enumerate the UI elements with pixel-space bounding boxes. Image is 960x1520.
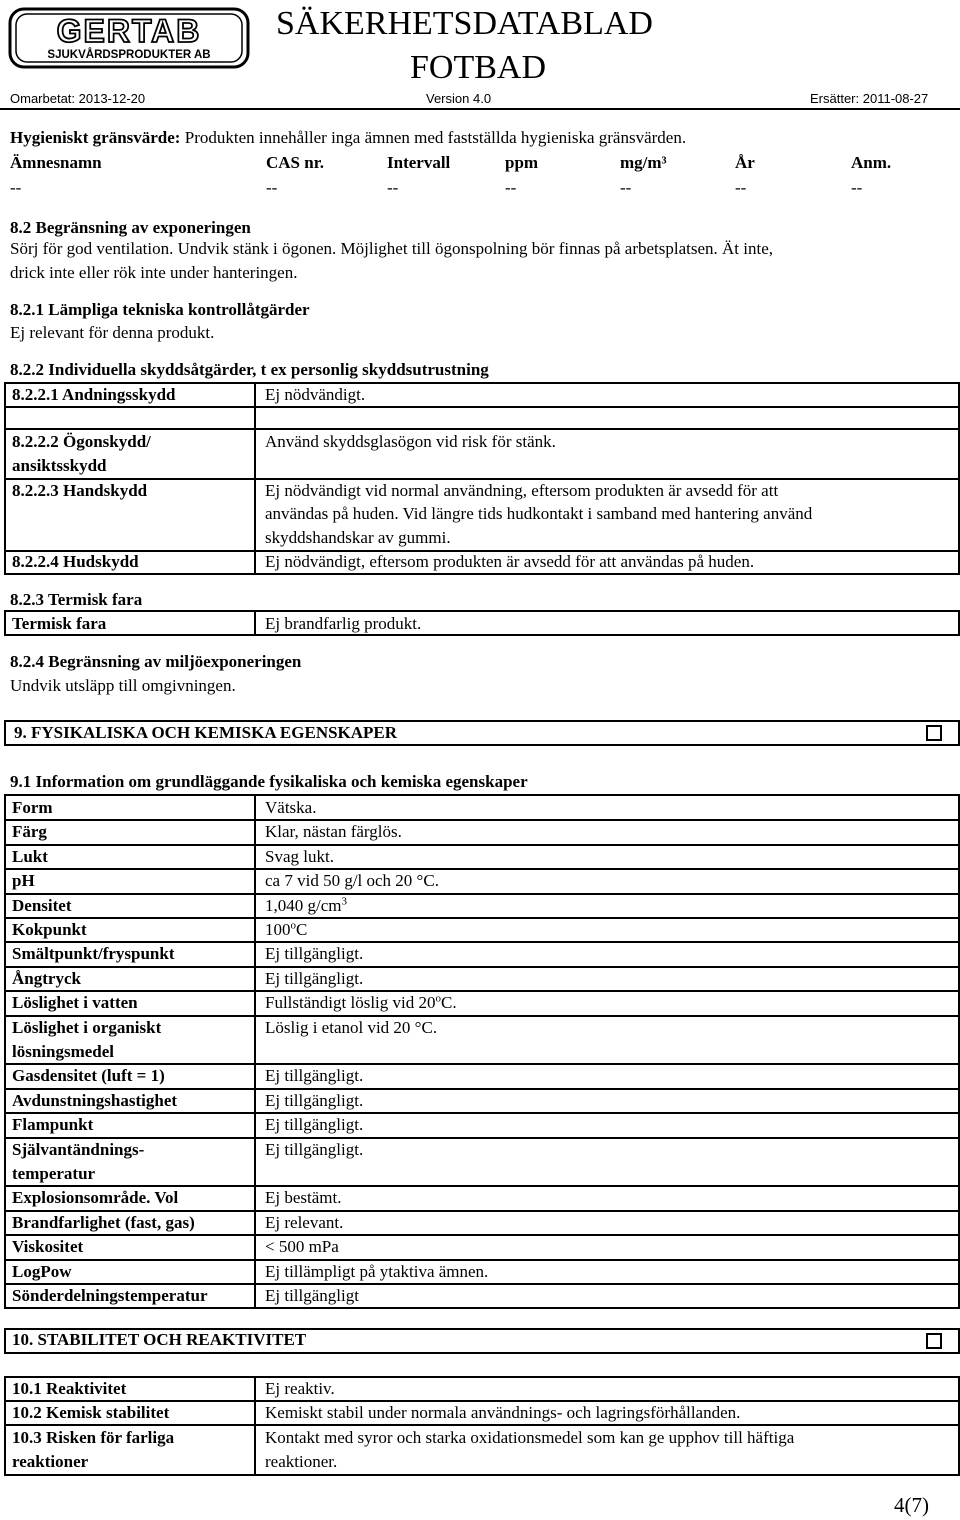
- property-label-line: Självantändnings-: [12, 1139, 145, 1159]
- property-value: [265, 919, 307, 941]
- value-text: Ej relevant.: [265, 1212, 344, 1232]
- section-8-2-1-text: Ej relevant för denna produkt.: [10, 323, 215, 342]
- value-text: Ej bestämt.: [265, 1188, 342, 1208]
- value-text: 100: [265, 920, 291, 939]
- hygiene-table-header: [0, 152, 960, 174]
- section-8-2-1-heading: 8.2.1 Lämpliga tekniska kontrollåtgärder: [10, 300, 310, 319]
- row-divider: [4, 1112, 960, 1114]
- row-divider: [4, 990, 960, 992]
- cell: --: [266, 178, 278, 197]
- property-label: pH: [12, 871, 35, 891]
- row-divider: [4, 868, 960, 870]
- property-value: [265, 797, 316, 819]
- property-label: Sönderdelningstemperatur: [12, 1286, 208, 1305]
- hygiene-text: Produkten innehåller inga ämnen med fastställda hygieniska gränsvärden.: [184, 128, 687, 147]
- property-value: [265, 992, 457, 1014]
- value-text: < 500 mPa: [265, 1237, 339, 1257]
- hazardous-reactions-label: 10.3 Risken för farliga: [12, 1428, 175, 1447]
- value-text: Ej tillämpligt på ytaktiva ämnen.: [265, 1261, 489, 1281]
- ppe-label-respiratory: 8.2.2.1 Andningsskydd: [12, 385, 176, 404]
- property-label: Avdunstningshastighet: [12, 1090, 178, 1110]
- section-10-heading: 10. STABILITET OCH REAKTIVITET: [12, 1330, 307, 1349]
- stability-table: [4, 1376, 960, 1476]
- property-value: [265, 1139, 363, 1161]
- hygiene-table-row: [0, 177, 960, 199]
- ppe-label-hand: 8.2.2.3 Handskydd: [12, 481, 148, 500]
- property-value: [265, 1017, 437, 1039]
- value-text: ca 7 vid 50 g/l och 20 °C.: [265, 871, 439, 891]
- stability-value: Kemiskt stabil under normala användnings- och lagringsförhållanden.: [265, 1403, 741, 1422]
- property-value: [265, 1236, 339, 1258]
- row-divider: [4, 844, 960, 846]
- col-cas: CAS nr.: [266, 153, 324, 172]
- value-text: Vätska.: [265, 798, 317, 817]
- property-label-line: temperatur: [12, 1163, 96, 1183]
- row-divider: [4, 893, 960, 895]
- cell: --: [10, 178, 22, 197]
- reactivity-label: 10.1 Reaktivitet: [12, 1379, 127, 1398]
- hazardous-reactions-value: reaktioner.: [265, 1452, 338, 1471]
- section-8-2-text: drick inte eller rök inte under hanteringen.: [10, 263, 298, 282]
- value-text: Ej tillgängligt.: [265, 1090, 364, 1110]
- row-divider: [4, 1137, 960, 1139]
- property-value: [265, 1065, 363, 1087]
- value-text: Ej tillgängligt: [265, 1286, 359, 1305]
- value-text: Fullständigt löslig vid 20: [265, 993, 436, 1013]
- property-label: Viskositet: [12, 1237, 84, 1257]
- checkbox-icon: [926, 725, 942, 741]
- property-label: Ångtryck: [12, 968, 81, 988]
- row-divider: [4, 1234, 960, 1236]
- ppe-value-hand: Ej nödvändigt vid normal användning, eftersom produkten är avsedd för att: [265, 481, 779, 500]
- page-number: 4(7): [894, 1493, 929, 1517]
- section-8-2-4-heading: 8.2.4 Begränsning av miljöexponeringen: [10, 652, 302, 671]
- section-8-2-heading: 8.2 Begränsning av exponeringen: [10, 218, 251, 237]
- section-8-2-text: Sörj för god ventilation. Undvik stänk i ögonen. Möjlighet till ögonspolning bör finnas på arbetsplatsen. Ät inte,: [10, 239, 774, 258]
- replaces-date: Ersätter: 2011-08-27: [810, 91, 929, 106]
- thermal-divider: [254, 610, 256, 636]
- ppe-value-hand: skyddshandskar av gummi.: [265, 528, 451, 547]
- value-superscript: o: [290, 919, 296, 932]
- value-text: 1,040 g/cm: [265, 895, 342, 915]
- property-value: [265, 1212, 343, 1234]
- property-value: [265, 1261, 488, 1283]
- property-label: Densitet: [12, 895, 72, 915]
- property-label: LogPow: [12, 1261, 72, 1281]
- ppe-label-eye: ansiktsskydd: [12, 456, 107, 475]
- property-value: [265, 943, 363, 965]
- product-name: FOTBAD: [410, 49, 547, 86]
- section-9-1-heading: 9.1 Information om grundläggande fysikaliska och kemiska egenskaper: [10, 772, 528, 791]
- value-text: Ej tillgängligt.: [265, 1066, 364, 1086]
- row-divider: [4, 1424, 960, 1426]
- property-label: Färg: [12, 822, 47, 842]
- row-divider: [4, 428, 960, 430]
- hazardous-reactions-label: reaktioner: [12, 1452, 89, 1471]
- section-8-2-2-heading: 8.2.2 Individuella skyddsåtgärder, t ex personlig skyddsutrustning: [10, 360, 489, 379]
- value-text: Klar, nästan färglös.: [265, 822, 402, 842]
- thermal-label: Termisk fara: [12, 614, 107, 633]
- property-label: Smältpunkt/fryspunkt: [12, 944, 175, 964]
- property-value: [265, 1187, 341, 1209]
- checkbox-icon: [926, 1333, 942, 1349]
- property-value: [265, 870, 439, 892]
- property-label: Gasdensitet (luft = 1): [12, 1066, 165, 1086]
- ppe-value-hand: användas på huden. Vid längre tids hudkontakt i samband med hantering använd: [265, 504, 813, 523]
- hygiene-line: [10, 127, 686, 149]
- properties-divider: [254, 794, 256, 1309]
- property-label: Flampunkt: [12, 1115, 94, 1135]
- row-divider: [4, 966, 960, 968]
- cell: --: [505, 178, 517, 197]
- property-label: [12, 1017, 161, 1063]
- ppe-label-eye: 8.2.2.2 Ögonskydd/: [12, 432, 151, 451]
- property-label: Lukt: [12, 846, 48, 866]
- value-text: Svag lukt.: [265, 846, 334, 866]
- cell: --: [851, 178, 863, 197]
- col-substance: Ämnesnamn: [10, 153, 102, 172]
- row-divider: [4, 819, 960, 821]
- company-logo: [4, 6, 250, 70]
- header-rule: [0, 108, 960, 110]
- value-text: Löslig i etanol vid 20 °C.: [265, 1017, 438, 1037]
- ppe-value-skin: Ej nödvändigt, eftersom produkten är avsedd för att användas på huden.: [265, 552, 755, 571]
- property-label: Brandfarlighet (fast, gas): [12, 1212, 195, 1232]
- row-divider: [4, 406, 960, 408]
- stability-divider: [254, 1376, 256, 1476]
- property-value: [265, 846, 334, 868]
- cell: --: [735, 178, 747, 197]
- thermal-table: [4, 610, 960, 636]
- property-label-line: lösningsmedel: [12, 1041, 115, 1061]
- value-text: Ej tillgängligt.: [265, 968, 364, 988]
- property-label: [12, 1139, 144, 1185]
- value-text: Ej tillgängligt.: [265, 1115, 364, 1135]
- property-value: [265, 1285, 359, 1307]
- section-9-heading: 9. FYSIKALISKA OCH KEMISKA EGENSKAPER: [14, 723, 398, 742]
- hazardous-reactions-value: Kontakt med syror och starka oxidationsmedel som kan ge upphov till häftiga: [265, 1428, 795, 1447]
- property-label: Explosionsområde. Vol: [12, 1188, 179, 1208]
- value-text: Ej tillgängligt.: [265, 944, 364, 964]
- property-value: [265, 1114, 363, 1136]
- cell: --: [387, 178, 399, 197]
- document-title: SÄKERHETSDATABLAD: [276, 5, 653, 42]
- ppe-value-eye: Använd skyddsglasögon vid risk för stänk.: [265, 432, 556, 451]
- ppe-value-respiratory: Ej nödvändigt.: [265, 385, 366, 404]
- property-value: [265, 895, 347, 917]
- property-label: Löslighet i vatten: [12, 993, 138, 1013]
- col-ppm: ppm: [505, 153, 539, 172]
- section-8-2-3-heading: 8.2.3 Termisk fara: [10, 590, 143, 609]
- hygiene-label: Hygieniskt gränsvärde:: [10, 128, 181, 147]
- property-value: [265, 1090, 363, 1112]
- property-value: [265, 821, 402, 843]
- stability-label: 10.2 Kemisk stabilitet: [12, 1403, 170, 1422]
- reactivity-value: Ej reaktiv.: [265, 1379, 335, 1398]
- value-superscript: 3: [341, 894, 347, 907]
- property-label: Form: [12, 798, 53, 817]
- logo-wordmark: GERTAB: [56, 13, 202, 49]
- col-year: År: [735, 153, 755, 172]
- col-mgm3: mg/m³: [620, 153, 667, 172]
- col-interval: Intervall: [387, 153, 451, 172]
- property-label: Kokpunkt: [12, 920, 87, 939]
- ppe-label-skin: 8.2.2.4 Hudskydd: [12, 552, 139, 571]
- revised-date: Omarbetat: 2013-12-20: [10, 91, 146, 106]
- cell: --: [620, 178, 632, 197]
- property-value: [265, 968, 363, 990]
- value-text: Ej tillgängligt.: [265, 1139, 364, 1159]
- value-superscript: o: [435, 992, 441, 1005]
- value-text: C.: [441, 993, 457, 1013]
- row-divider: [4, 917, 960, 919]
- thermal-value: Ej brandfarlig produkt.: [265, 614, 422, 633]
- value-text: C: [296, 920, 308, 939]
- logo-subtitle: SJUKVÅRDSPRODUKTER AB: [47, 49, 211, 61]
- property-label-line: Löslighet i organiskt: [12, 1017, 162, 1037]
- version-label: Version 4.0: [426, 91, 492, 106]
- section-8-2-4-text: Undvik utsläpp till omgivningen.: [10, 676, 236, 695]
- col-note: Anm.: [851, 153, 892, 172]
